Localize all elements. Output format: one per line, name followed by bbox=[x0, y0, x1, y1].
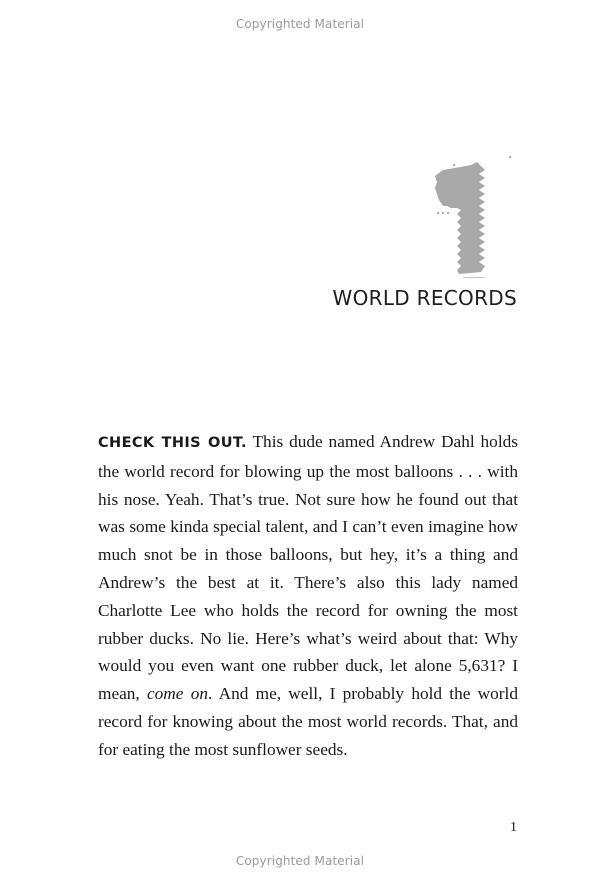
body-emphasis: come on bbox=[147, 684, 208, 704]
body-text-part-1: This dude named Andrew Dahl holds the world record for blowing up the most balloons . . . with his nose. Yeah. That’s true. Not sure how he found out that was some kinda special talent, and I can’t even imagine how much snot be in those balloons, but hey, it’s a thing and Andrew’s the best at it. There’s also this lady named Charlotte Lee who holds the record for owning the most rubber ducks. No lie. Here’s what’s weird about that: Why would you even want one rubber duck, let alone 5,631? I mean, bbox=[98, 432, 518, 704]
chapter-number-graphic bbox=[325, 50, 525, 280]
chapter-number: 1 bbox=[325, 50, 326, 51]
watermark-bottom: Copyrighted Material bbox=[235, 854, 365, 868]
lead-in: CHECK THIS OUT. bbox=[98, 435, 247, 451]
chapter-title: WORLD RECORDS bbox=[332, 286, 517, 310]
page-number: 1 bbox=[510, 820, 517, 835]
body-paragraph bbox=[98, 428, 518, 764]
body-text-part-2: . And me, well, I probably hold the world record for knowing about the most world records. That, and for eating the most sunflower seeds. bbox=[98, 684, 518, 759]
watermark-top: Copyrighted Material bbox=[235, 17, 365, 31]
